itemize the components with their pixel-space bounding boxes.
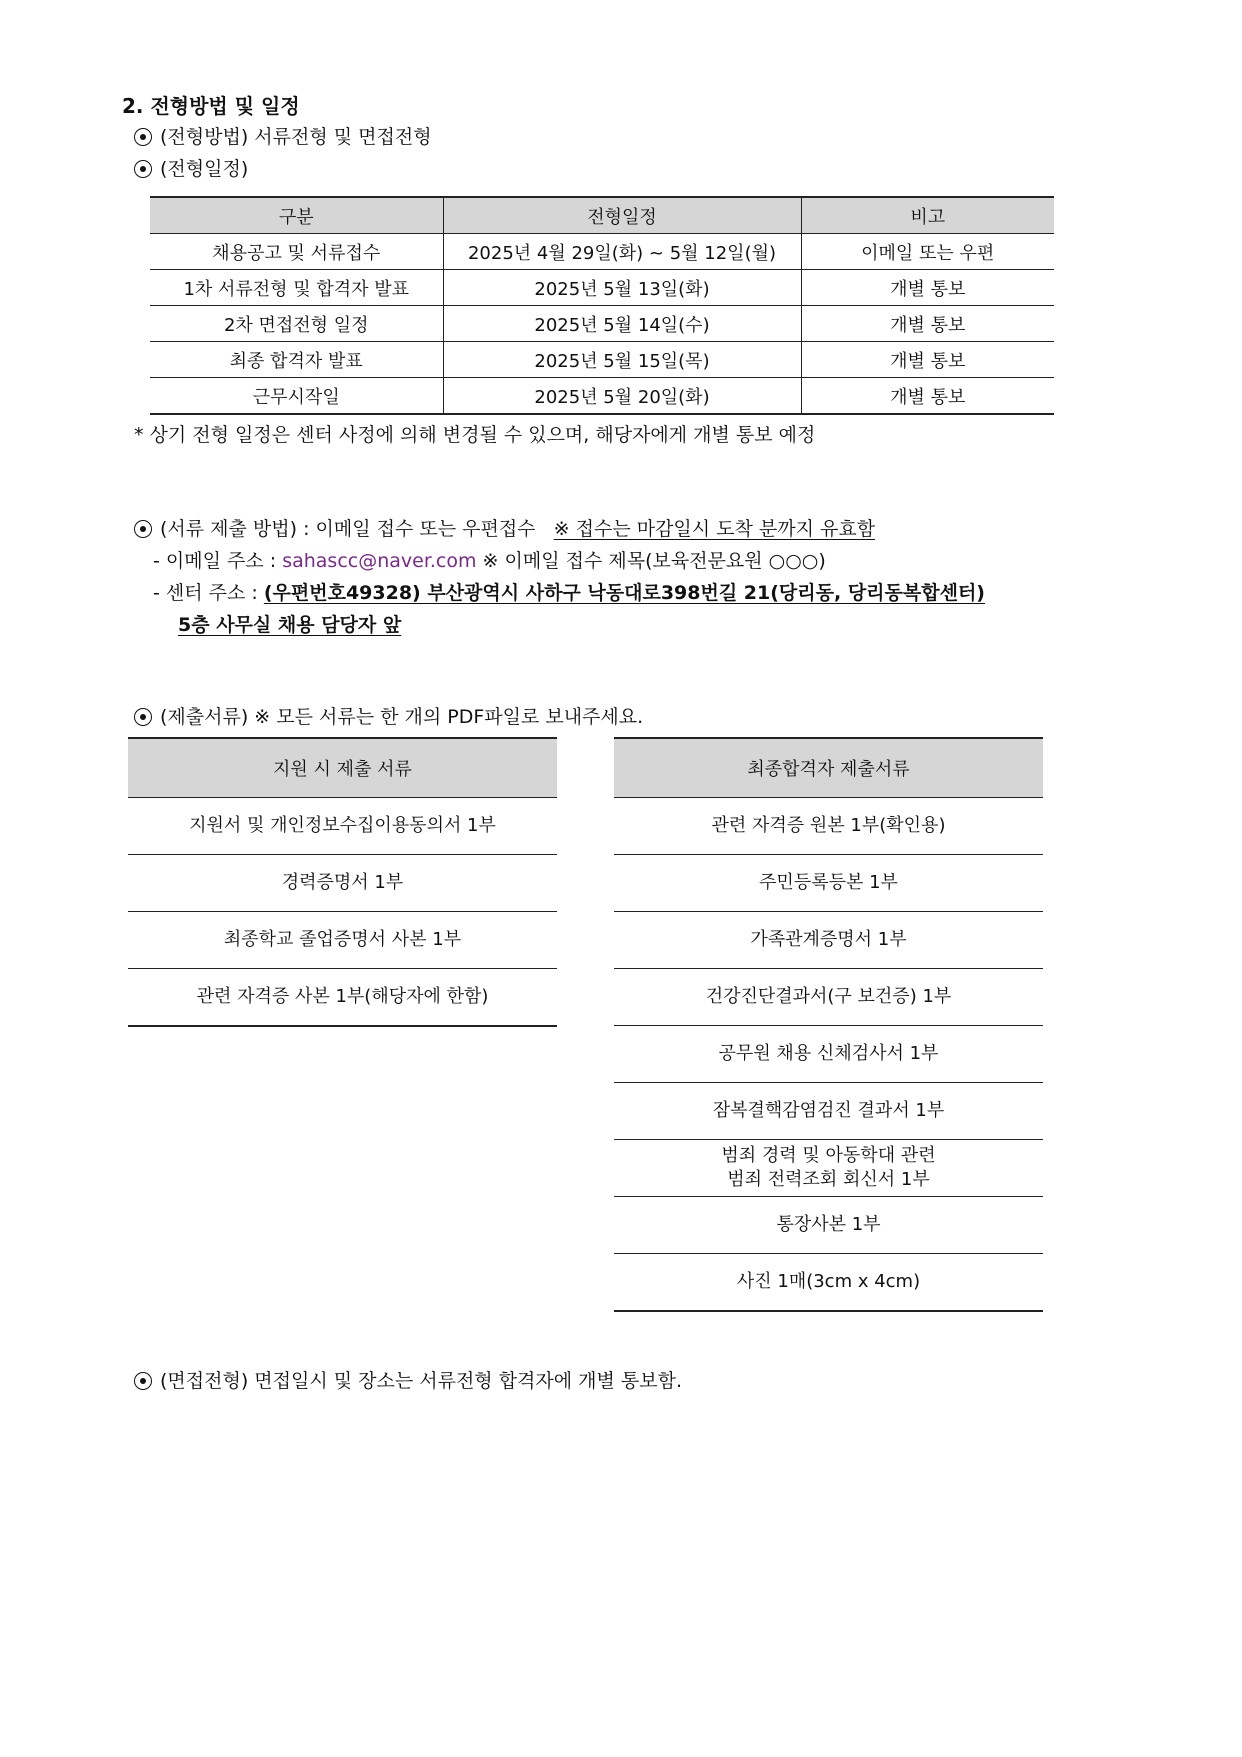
documents-label: (제출서류) ※ 모든 서류는 한 개의 PDF파일로 보내주세요. <box>134 702 643 729</box>
cell: 사진 1매(3cm x 4cm) <box>614 1254 1043 1312</box>
address-line-2: 5층 사무실 채용 담당자 앞 <box>178 614 402 636</box>
table-row <box>614 798 1043 855</box>
cell: 1차 서류전형 및 합격자 발표 <box>150 270 443 306</box>
cell: 2025년 5월 15일(목) <box>443 342 801 378</box>
table-row <box>614 1140 1043 1197</box>
final-docs-header: 최종합격자 제출서류 <box>614 738 1043 798</box>
cell: 개별 통보 <box>801 270 1054 306</box>
cell: 관련 자격증 사본 1부(해당자에 한함) <box>128 969 557 1027</box>
header-remarks: 비고 <box>801 197 1054 234</box>
bullet-icon <box>134 708 152 726</box>
schedule-label: (전형일정) <box>134 154 248 181</box>
table-row <box>128 798 557 855</box>
apply-docs-table <box>128 737 557 1027</box>
cell: 근무시작일 <box>150 378 443 415</box>
bullet-icon <box>134 160 152 178</box>
bullet-icon <box>134 1372 152 1390</box>
cell: 이메일 또는 우편 <box>801 234 1054 270</box>
cell: 공무원 채용 신체검사서 1부 <box>614 1026 1043 1083</box>
cell: 개별 통보 <box>801 306 1054 342</box>
email-line: - 이메일 주소 : sahascc@naver.com ※ 이메일 접수 제목(보육전문요원 ○○○) <box>153 550 826 572</box>
schedule-table <box>150 196 1054 415</box>
table-row <box>614 1197 1043 1254</box>
section-title: 2. 전형방법 및 일정 <box>122 94 300 118</box>
cell: 가족관계증명서 1부 <box>614 912 1043 969</box>
cell: 2025년 5월 20일(화) <box>443 378 801 415</box>
table-row <box>614 1026 1043 1083</box>
cell: 건강진단결과서(구 보건증) 1부 <box>614 969 1043 1026</box>
cell: 2차 면접전형 일정 <box>150 306 443 342</box>
submission-method: (서류 제출 방법) : 이메일 접수 또는 우편접수 ※ 접수는 마감일시 도착 분까지 유효함 <box>134 514 875 541</box>
cell: 2025년 5월 14일(수) <box>443 306 801 342</box>
table-row <box>128 969 557 1027</box>
schedule-header-row <box>150 197 1054 234</box>
table-row <box>150 234 1054 270</box>
apply-docs-header: 지원 시 제출 서류 <box>128 738 557 798</box>
table-row <box>614 969 1043 1026</box>
table-row <box>150 270 1054 306</box>
final-docs-table <box>614 737 1043 1312</box>
table-row <box>614 855 1043 912</box>
email-link[interactable]: sahascc@naver.com <box>282 550 477 572</box>
cell: 2025년 5월 13일(화) <box>443 270 801 306</box>
cell: 관련 자격증 원본 1부(확인용) <box>614 798 1043 855</box>
table-row <box>150 306 1054 342</box>
cell: 지원서 및 개인정보수집이용동의서 1부 <box>128 798 557 855</box>
cell: 채용공고 및 서류접수 <box>150 234 443 270</box>
interview-note: (면접전형) 면접일시 및 장소는 서류전형 합격자에 개별 통보함. <box>134 1366 682 1393</box>
bullet-icon <box>134 128 152 146</box>
bullet-icon <box>134 520 152 538</box>
header-schedule: 전형일정 <box>443 197 801 234</box>
table-row <box>614 1254 1043 1312</box>
header-category: 구분 <box>150 197 443 234</box>
cell: 잠복결핵감염검진 결과서 1부 <box>614 1083 1043 1140</box>
cell: 2025년 4월 29일(화) ~ 5월 12일(월) <box>443 234 801 270</box>
table-row <box>128 912 557 969</box>
cell: 경력증명서 1부 <box>128 855 557 912</box>
cell: 최종학교 졸업증명서 사본 1부 <box>128 912 557 969</box>
cell: 개별 통보 <box>801 342 1054 378</box>
table-row <box>150 378 1054 415</box>
deadline-note: ※ 접수는 마감일시 도착 분까지 유효함 <box>553 518 876 540</box>
schedule-note: * 상기 전형 일정은 센터 사정에 의해 변경될 수 있으며, 해당자에게 개별 통보 예정 <box>134 424 816 446</box>
table-row <box>614 912 1043 969</box>
method-line: (전형방법) 서류전형 및 면접전형 <box>134 122 432 149</box>
cell: 주민등록등본 1부 <box>614 855 1043 912</box>
cell: 최종 합격자 발표 <box>150 342 443 378</box>
cell: 개별 통보 <box>801 378 1054 415</box>
table-row <box>614 1083 1043 1140</box>
table-row <box>150 342 1054 378</box>
address-line: - 센터 주소 : (우편번호49328) 부산광역시 사하구 낙동대로398번길 21(당리동, 당리동복합센터) <box>153 582 985 604</box>
table-row <box>128 855 557 912</box>
cell: 범죄 경력 및 아동학대 관련 범죄 전력조회 회신서 1부 <box>614 1140 1043 1197</box>
cell: 통장사본 1부 <box>614 1197 1043 1254</box>
